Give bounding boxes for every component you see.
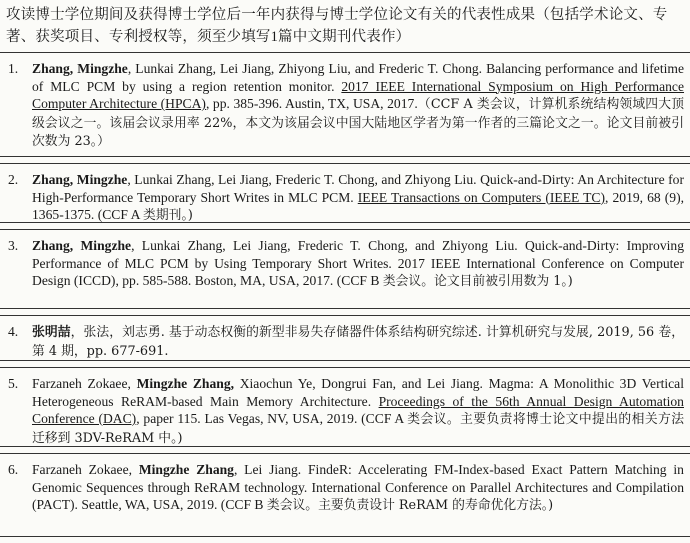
publication-entry-4: [0, 315, 690, 361]
publication-entry-1: [0, 52, 690, 157]
author-name: Mingzhe Zhang: [138, 462, 234, 477]
entry-number: 6.: [8, 462, 19, 477]
citation-text: , Lunkai Zhang, Lei Jiang, Zhiyong Liu, and Frederic T. Chong. Balancing performance and lifetime of MLC PCM by using a region retention monitor.: [32, 61, 684, 94]
publication-entry-5: [0, 367, 690, 447]
citation-text: , Lei Jiang. FindeR: Accelerating FM-Index-based Exact Pattern Matching in Genomic Sequences through ReRAM technology. International Conference on Parallel Architectures and Compilation (PACT). Seattle, WA, USA, 2019. (CCF B: [32, 462, 684, 512]
entry-number: 3.: [8, 238, 19, 253]
citation-tail: , paper 115. Las Vegas, NV, USA, 2019. (CCF A: [136, 411, 408, 426]
venue-name: IEEE Transactions on Computers (IEEE TC): [357, 189, 606, 205]
citation-text: , Lunkai Zhang, Lei Jiang, Frederic T. Chong, and Zhiyong Liu. Quick-and-Dirty: Improving Performance of MLC PCM by Using Temporary Short Writes. 2017 IEEE International Conference on Computer Design (ICCD), pp. 585-588. Boston, MA, USA, 2017. (CCF B: [32, 238, 685, 288]
citation-tail: , pp. 385-396. Austin, TX, USA, 2017.: [205, 96, 418, 111]
entry-text: [28, 454, 690, 536]
entry-note: 类会议。主要负责设计 ReRAM 的寿命优化方法。): [266, 498, 554, 513]
publication-entry-6: [0, 453, 690, 537]
publication-list: [0, 52, 690, 543]
co-author-text: Farzaneh Zokaee,: [32, 462, 139, 477]
publication-entry-3: [0, 229, 690, 309]
entry-text: [28, 230, 690, 308]
entry-text: [28, 316, 690, 360]
entry-note: 类会议。论文目前被引用数为 1。): [382, 274, 573, 289]
venue-name: 2017 IEEE International Symposium on High Performance Computer Architecture (HPCA): [32, 78, 685, 111]
co-author-text: Farzaneh Zokaee,: [32, 376, 137, 391]
entry-note: （CCF A 类会议，计算机系统结构领域四大顶级会议之一。该届会议录用率 22%，本文为该届会议中国大陆地区学者为第一作者的三篇论文之一。论文目前被引次数为 23。）: [32, 97, 685, 149]
section-header: 攻读博士学位期间及获得博士学位后一年内获得与博士学位论文有关的代表性成果（包括学术论文、专著、获奖项目、专利授权等，须至少填写1篇中文期刊代表作）: [6, 7, 668, 45]
author-name: Zhang, Mingzhe: [32, 238, 132, 253]
author-name: Zhang, Mingzhe: [32, 172, 128, 187]
entry-text: [28, 368, 690, 446]
citation-text: ，张法，刘志勇. 基于动态权衡的新型非易失存储器件体系结构研究综述. 计算机研究与发展, 2019, 56 卷，第 4 期，pp. 677-691.: [32, 325, 684, 359]
entry-number: 2.: [8, 172, 19, 187]
entry-note: 类期刊。): [143, 208, 193, 223]
entry-number: 4.: [8, 324, 19, 339]
citation-text: Xiaochun Ye, Dongrui Fan, and Lei Jiang. Magma: A Monolithic 3D Vertical Heterogeneous ReRAM-based Main Memory Architecture.: [32, 376, 684, 409]
entry-text: [28, 53, 690, 156]
entry-note: 类会议。主要负责将博士论文中提出的相关方法迁移到 3DV-ReRAM 中。): [32, 412, 685, 446]
entry-number: 1.: [8, 61, 19, 76]
entry-number: 5.: [8, 376, 19, 391]
citation-tail: , 2019, 68 (9), 1365-1375. (CCF A: [32, 189, 685, 222]
author-name: Zhang, Mingzhe: [32, 61, 128, 76]
publication-entry-2: [0, 163, 690, 223]
author-name: Mingzhe Zhang,: [136, 376, 235, 391]
entry-text: [28, 164, 690, 222]
venue-name: Proceedings of the 56th Annual Design Automation Conference (DAC): [32, 393, 684, 426]
citation-text: , Lunkai Zhang, Lei Jiang, Frederic T. Chong, and Zhiyong Liu. Quick-and-Dirty: An Architecture for High-Performance Temporary Short Writes in MLC PCM.: [32, 172, 685, 205]
author-name: 张明喆: [32, 325, 71, 340]
